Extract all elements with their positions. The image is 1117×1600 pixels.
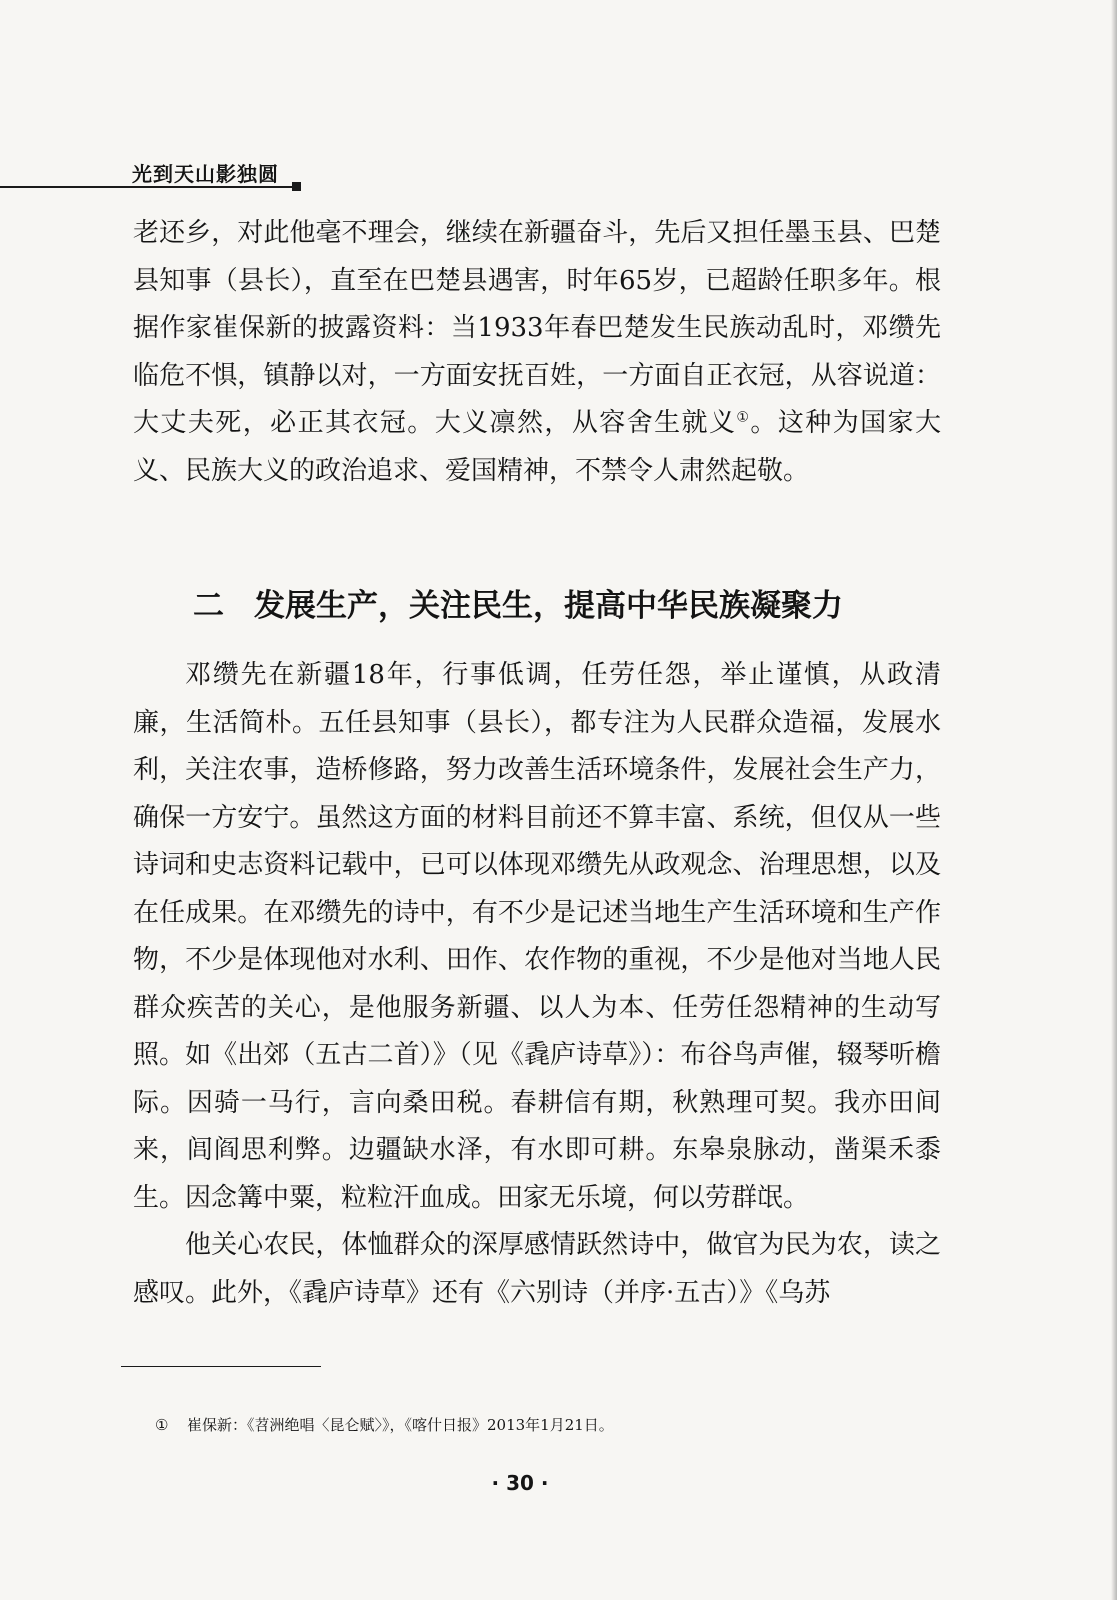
section-title: 发展生产，关注民生，提高中华民族凝聚力 xyxy=(254,588,843,624)
body-text-top xyxy=(133,210,941,495)
paragraph-1 xyxy=(133,210,941,495)
paragraph-2: 邓缵先在新疆18年，行事低调，任劳任怨，举止谨慎，从政清廉，生活简朴。五任县知事（县长），都专注为人民群众造福，发展水利，关注农事，造桥修路，努力改善生活环境条件，发展社会生产力，确保一方安宁。虽然这方面的材料目前还不算丰富、系统，但仅从一些诗词和史志资料记载中，已可以体现邓缵先从政观念、治理思想，以及在任成果。在邓缵先的诗中，有不少是记述当地生产生活环境和生产作物，不少是体现他对水利、田作、农作物的重视，不少是他对当地人民群众疾苦的关心，是他服务新疆、以人为本、任劳任怨精神的生动写照。如《出郊（五古二首）》（见《毳庐诗草》）：布谷鸟声催，辍琴听檐际。因骑一马行，言向桑田税。春耕信有期，秋熟理可契。我亦田间来，闾阎思利弊。边疆缺水泽，有水即可耕。东皋泉脉动，凿渠禾黍生。因念篝中粟，粒粒汗血成。田家无乐境，何以劳群氓。 xyxy=(133,660,941,1213)
paragraph-3: 他关心农民，体恤群众的深厚感情跃然诗中，做官为民为农，读之感叹。此外，《毳庐诗草》还有《六别诗（并序·五古）》《乌苏 xyxy=(133,1230,941,1308)
running-header-title: 光到天山影独圆 xyxy=(132,162,279,186)
footnote xyxy=(155,1414,614,1436)
section-number: 二 xyxy=(193,588,224,624)
scan-edge-shadow xyxy=(1111,0,1117,1600)
header-square-mark xyxy=(292,182,301,191)
footnote-marker: ① xyxy=(155,1416,169,1434)
paragraph-1-text: 老还乡，对此他毫不理会，继续在新疆奋斗，先后又担任墨玉县、巴楚县知事（县长），直至在巴楚县遇害，时年65岁，已超龄任职多年。根据作家崔保新的披露资料：当1933年春巴楚发生民族动乱时，邓缵先临危不惧，镇静以对，一方面安抚百姓，一方面自正衣冠，从容说道：大丈夫死，必正其衣冠。大义凛然，从容舍生就义 xyxy=(133,218,941,438)
section-heading xyxy=(193,586,843,626)
footnote-reference: ① xyxy=(736,409,751,426)
paragraph-1-text-end: 。这种为国家大义、民族大义的政治追求、爱国精神，不禁令人肃然起敬。 xyxy=(133,408,941,486)
footnote-rule xyxy=(121,1366,321,1367)
footnote-text: 崔保新：《苕洲绝唱〈昆仑赋〉》，《喀什日报》2013年1月21日。 xyxy=(187,1416,614,1434)
header-rule xyxy=(0,186,296,188)
body-text-main xyxy=(133,652,941,1317)
page-number: · 30 · xyxy=(491,1471,549,1495)
